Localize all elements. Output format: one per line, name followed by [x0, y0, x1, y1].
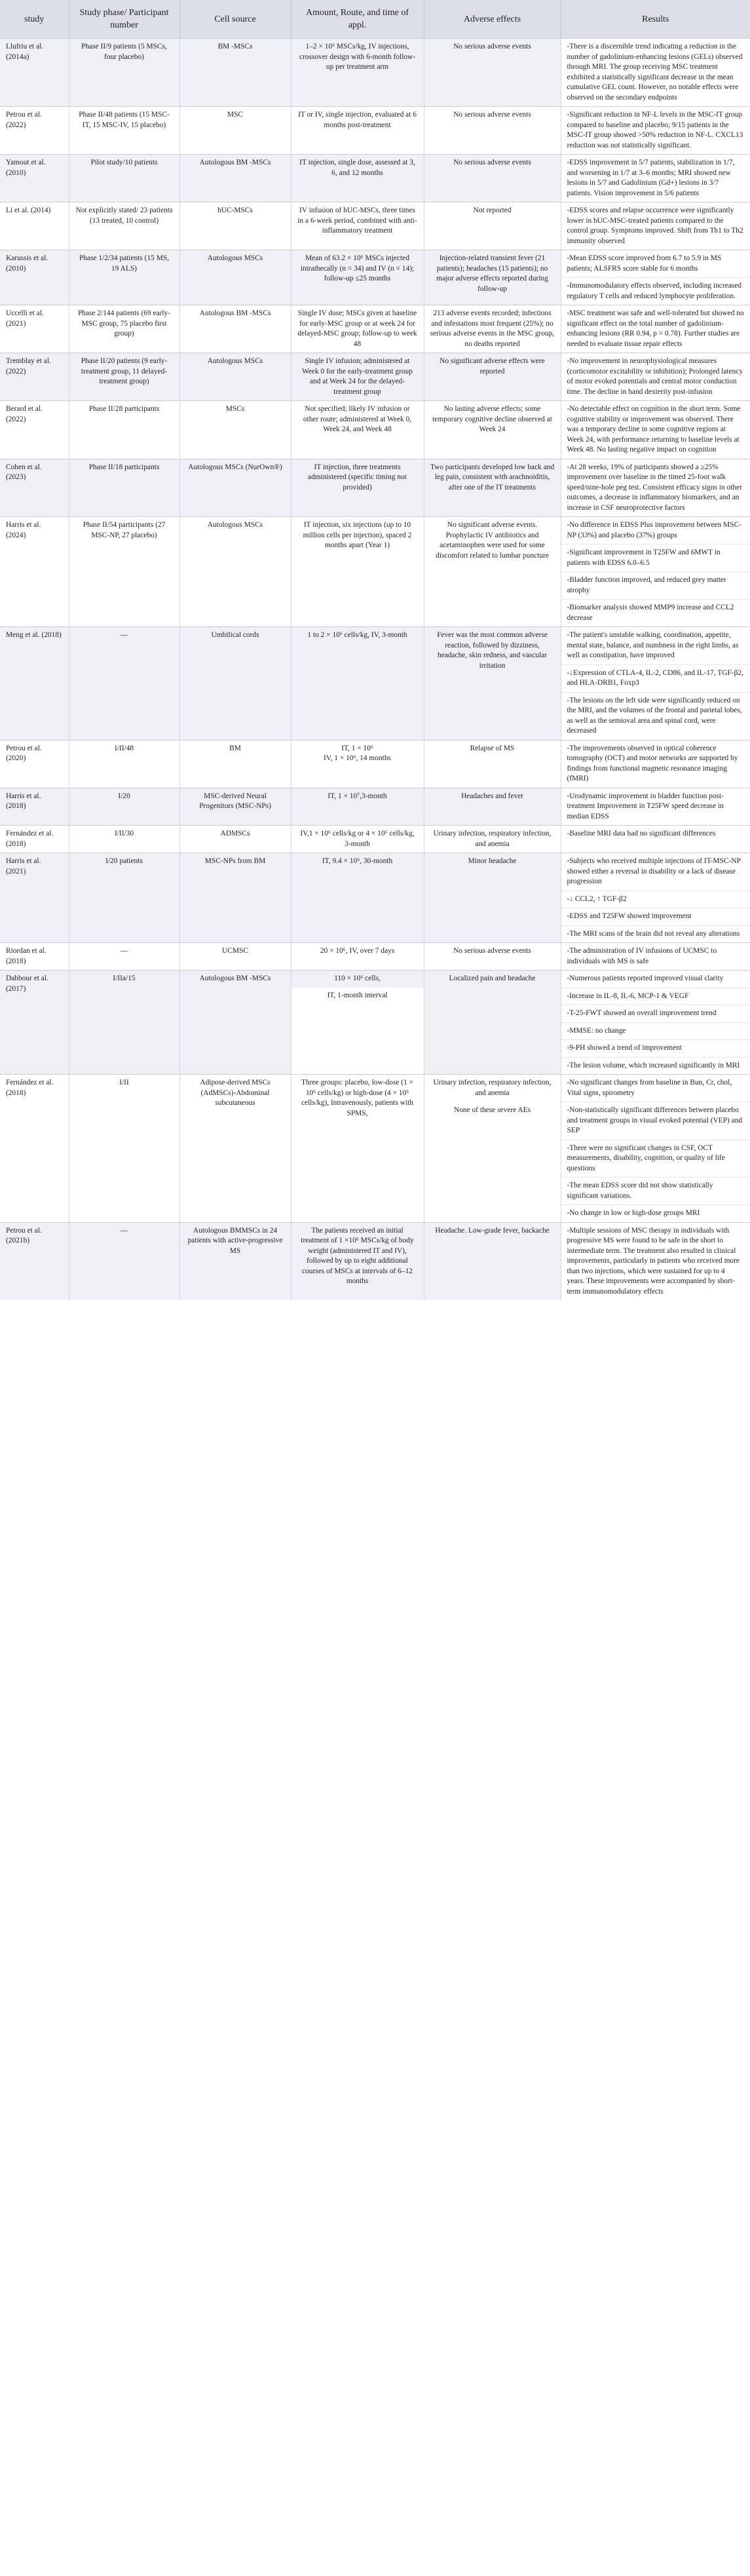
cell-adverse-effects: Localized pain and headache — [424, 971, 561, 1075]
header-amount: Amount, Route, and time of appl. — [291, 0, 424, 39]
header-phase: Study phase/ Participant number — [69, 0, 179, 39]
table-row — [0, 1222, 750, 1300]
cell-cell-source: Autologous BMMSCs in 24 patients with active-progressive MS — [179, 1222, 291, 1300]
cell-cell-source: MSC-NPs from BM — [179, 853, 291, 943]
cell-cell-source: BM -MSCs — [179, 39, 291, 107]
cell-result: -Mean EDSS score improved from 6.7 to 5.9 in MS patients; ALSFRS score stable for 6 months — [561, 250, 750, 278]
cell-cell-source: Umbilical cords — [179, 627, 291, 740]
cell-adverse-effects: No serious adverse events — [424, 155, 561, 202]
cell-result: -Increase in IL-8, IL-6, MCP-1 & VEGF — [561, 988, 750, 1005]
table-row — [0, 826, 750, 853]
cell-result: -Significant improvement in T25FW and 6MWT in patients with EDSS 6.0–6.5 — [561, 545, 750, 572]
cell-cell-source: MSCs — [179, 401, 291, 459]
cell-phase: Phase II/28 participants — [69, 401, 179, 459]
cell-amount: 20 × 10⁶, IV, over 7 days — [291, 943, 424, 971]
cell-amount: IV,1 × 10⁶ cells/kg or 4 × 10⁶ cells/kg, 3-month — [291, 826, 424, 853]
cell-cell-source: Autologous MSCs (NurOwn®) — [179, 459, 291, 517]
cell-amount: IT injection, single dose, assessed at 3, 6, and 12 months — [291, 155, 424, 202]
cell-cell-source: Autologous BM -MSCs — [179, 305, 291, 353]
table-body — [0, 39, 750, 1301]
cell-result: -Baseline MRI data had no significant differences — [561, 826, 750, 853]
table-row — [0, 39, 750, 107]
cell-phase: — — [69, 943, 179, 971]
cell-result: -T-25-FWT showed an overall improvement trend — [561, 1005, 750, 1023]
cell-phase: I/II/30 — [69, 826, 179, 853]
cell-amount: IT, 1-month interval — [291, 988, 424, 1075]
cell-adverse-effects: Relapse of MS — [424, 740, 561, 788]
cell-adverse-effects: No serious adverse events — [424, 107, 561, 155]
table-row — [0, 627, 750, 665]
cell-amount: Single IV infusion; administered at Week 0 for the early-treatment group and at Week 24 for the delayed-treatment group — [291, 353, 424, 401]
table-row — [0, 740, 750, 788]
cell-amount: IT injection, three treatments administered (specific timing not provided) — [291, 459, 424, 517]
cell-adverse-effects: No significant adverse events. Prophylactic IV antibiotics and acetaminophen were used for some discomfort related to lumbar puncture — [424, 517, 561, 627]
cell-study: Meng et al. (2018) — [0, 627, 69, 740]
header-adverse-effects: Adverse effects — [424, 0, 561, 39]
cell-adverse-effects: Injection-related transient fever (21 patients); headaches (15 patients); no major adverse effects reported during follow-up — [424, 250, 561, 305]
cell-cell-source: UCMSC — [179, 943, 291, 971]
cell-study: Petrou et al. (2020) — [0, 740, 69, 788]
cell-study: Harris et al. (2021) — [0, 853, 69, 943]
cell-amount: The patients received an initial treatment of 1 ×10⁶ MSCs/kg of body weight (administered IT and IV), followed by up to eight additional courses of MSCs at intervals of 6–12 months — [291, 1222, 424, 1300]
cell-result: -MMSE: no change — [561, 1022, 750, 1040]
header-study: study — [0, 0, 69, 39]
table-row — [0, 155, 750, 202]
table-row — [0, 353, 750, 401]
cell-adverse-effects: No lasting adverse effects; some temporary cognitive decline observed at Week 24 — [424, 401, 561, 459]
cell-amount: Not specified; likely IV infusion or other route; administered at Week 0, Week 24, and Week 48 — [291, 401, 424, 459]
cell-cell-source: Adipose-derived MSCs (AdMSCs)-Abdominal subcutaneous — [179, 1075, 291, 1223]
cell-adverse-effects: Headache. Low-grade fever, backache — [424, 1222, 561, 1300]
cell-phase: Not explicitly stated/ 23 patients (13 treated, 10 control) — [69, 202, 179, 250]
cell-phase: Pilot study/10 patients — [69, 155, 179, 202]
cell-adverse-effects: No serious adverse events — [424, 39, 561, 107]
cell-result: -No difference in EDSS Plus improvement between MSC-NP (33%) and placebo (37%) groups — [561, 517, 750, 545]
cell-cell-source: Autologous MSCs — [179, 353, 291, 401]
cell-adverse-effects: Urinary infection, respiratory infection, and anemia — [424, 826, 561, 853]
header-results: Results — [561, 0, 750, 39]
cell-amount: 1 to 2 × 10⁶ cells/kg, IV, 3-month — [291, 627, 424, 740]
cell-cell-source: ADMSCs — [179, 826, 291, 853]
cell-result: -EDSS and T25FW showed improvement — [561, 908, 750, 926]
cell-phase: Phase II/18 participants — [69, 459, 179, 517]
cell-study: Petrou et al. (2022) — [0, 107, 69, 155]
cell-study: Dahbour et al. (2017) — [0, 971, 69, 1075]
cell-result: -There were no significant changes in CSF, OCT measurements, disability, cognition, or quality of life questions — [561, 1140, 750, 1178]
cell-adverse-effects: Fever was the most common adverse reaction, followed by dizziness, headache, skin redness, and vascular irritation — [424, 627, 561, 740]
cell-phase: I/IIa/15 — [69, 971, 179, 1075]
cell-study: Uccelli et al. (2021) — [0, 305, 69, 353]
cell-result: -The administration of IV infusions of UCMSC to individuals with MS is safe — [561, 943, 750, 971]
table-row — [0, 202, 750, 250]
cell-result: -Multiple sessions of MSC therapy in individuals with progressive MS were found to be safe in the short to intermediate term. The treatment also resulted in clinical improvements, particularly in patients who received more than two injections, which were sustained for up to 4 years. These improvements were accompanied by short-term immunomodulatory effects — [561, 1222, 750, 1300]
cell-phase: I/20 — [69, 788, 179, 826]
cell-result: -Immunomodulatory effects observed, including increased regulatory T cells and reduced lymphocyte proliferation. — [561, 278, 750, 305]
cell-adverse-effects: Urinary infection, respiratory infection, and anemia — [424, 1075, 561, 1102]
cell-amount: Mean of 63.2 × 10⁶ MSCs injected intrathecally (n = 34) and IV (n = 14); follow-up ≤25 months — [291, 250, 424, 305]
table-row — [0, 107, 750, 155]
cell-result: -↓Expression of CTLA-4, IL-2, CD86, and IL-17, TGF-β2, and HLA-DRB1, Foxp3 — [561, 664, 750, 692]
cell-result: -EDSS improvement in 5/7 patients, stabilization in 1/7, and worsening in 1/7 at 3–6 months; MRI showed new lesions in 5/7 and Gadolinium (Gd+) lesions in 3/7 patients. Vision improvement in 5/6 patients — [561, 155, 750, 202]
cell-study: Karussis et al. (2010) — [0, 250, 69, 305]
cell-study: Yamout et al. (2010) — [0, 155, 69, 202]
table-row — [0, 971, 750, 988]
cell-amount: IT, 1 × 10⁶ IV, 1 × 10⁶, 14 months — [291, 740, 424, 788]
cell-result: -Non-statistically significant differences between placebo and treatment groups in visual evoked potential (VEP) and SEP — [561, 1102, 750, 1140]
cell-amount: IT or IV, single injection, evaluated at 6 months post-treatment — [291, 107, 424, 155]
table-row — [0, 1075, 750, 1102]
cell-phase: Phase 1/2/34 patients (15 MS, 19 ALS) — [69, 250, 179, 305]
cell-amount: IV infusion of hUC-MSCs, three times in a 6-week period, combined with anti-inflammatory treatment — [291, 202, 424, 250]
cell-result: -No change in low or high-dose groups MRI — [561, 1205, 750, 1223]
cell-result: -No significant changes from baseline in Bun, Cr, chol, Vital signs, spirometry — [561, 1075, 750, 1102]
table-row — [0, 459, 750, 517]
cell-study: Li et al. (2014) — [0, 202, 69, 250]
table-row — [0, 305, 750, 353]
cell-phase: I/II — [69, 1075, 179, 1223]
table-row — [0, 788, 750, 826]
cell-study: Tremblay et al. (2022) — [0, 353, 69, 401]
cell-cell-source: MSC-derived Neural Progenitors (MSC-NPs) — [179, 788, 291, 826]
cell-phase: I/20 patients — [69, 853, 179, 943]
cell-result: -The MRI scans of the brain did not reveal any alterations — [561, 925, 750, 943]
cell-adverse-effects: Two participants developed low back and leg pain, consistent with arachnoiditis, after one of the IT treatments — [424, 459, 561, 517]
header-cell-source: Cell source — [179, 0, 291, 39]
cell-study: Harris et al. (2024) — [0, 517, 69, 627]
cell-result: -There is a discernible trend indicating a reduction in the number of gadolinium-enhancing lesions (GELs) observed through MRI. The group receiving MSC treatment exhibited a statistically significant decrease in the mean cumulative GEL count. However, no notable effects were observed on the secondary endpoints — [561, 39, 750, 107]
cell-result: -No detectable effect on cognition in the short term. Some cognitive stability or improvement was observed. There was a temporary decline in some cognitive regions at Week 24, with performance returning to baseline levels at Week 48. No lasting negative impact on cognition — [561, 401, 750, 459]
cell-phase: Phase II/20 patients (9 early-treatment group, 11 delayed-treatment group) — [69, 353, 179, 401]
cell-adverse-effects: None of these severe AEs — [424, 1102, 561, 1223]
cell-phase: Phase II/48 patients (15 MSC-IT, 15 MSC-IV, 15 placebo) — [69, 107, 179, 155]
cell-result: -↓ CCL2, ↑ TGF-β2 — [561, 891, 750, 908]
cell-amount: 1–2 × 10⁶ MSCs/kg, IV injections, crossover design with 6-month follow-up per treatment arm — [291, 39, 424, 107]
cell-cell-source: Autologous BM -MSCs — [179, 155, 291, 202]
cell-cell-source: BM — [179, 740, 291, 788]
cell-amount: IT injection, six injections (up to 10 million cells per injection), spaced 2 months apart (Year 1) — [291, 517, 424, 627]
table-row — [0, 517, 750, 545]
cell-study: Llufriu et al. (2014a) — [0, 39, 69, 107]
cell-result: -The lesion volume, which increased significantly in MRI — [561, 1057, 750, 1075]
cell-result: -The mean EDSS score did not show statistically significant variations. — [561, 1178, 750, 1205]
cell-adverse-effects: No serious adverse events — [424, 943, 561, 971]
cell-study: Cohen et al. (2023) — [0, 459, 69, 517]
cell-phase: — — [69, 627, 179, 740]
cell-result: -No improvement in neurophysiological measures (corticomotor excitability or inhibition); Prolonged latency of motor evoked potentials and central motor conduction time. The decline in hand dexterity post-infusion — [561, 353, 750, 401]
cell-result: -Bladder function improved, and reduced grey matter atrophy — [561, 572, 750, 600]
cell-result: -Numerous patients reported improved visual clarity — [561, 971, 750, 988]
cell-cell-source: Autologous MSCs — [179, 250, 291, 305]
cell-phase: Phase 2/144 patients (69 early-MSC group, 75 placebo first group) — [69, 305, 179, 353]
cell-result: -Biomarker analysis showed MMP9 increase and CCL2 decrease — [561, 600, 750, 627]
cell-result: -Urodynamic improvement in bladder function post-treatment Improvement in T25FW speed decrease in median EDSS — [561, 788, 750, 826]
table-header — [0, 0, 750, 39]
cell-amount: IT, 9.4 × 10⁶, 30-month — [291, 853, 424, 943]
cell-study: Fernández et al. (2018) — [0, 826, 69, 853]
cell-cell-source: MSC — [179, 107, 291, 155]
cell-study: Fernández et al. (2018) — [0, 1075, 69, 1223]
cell-result: -At 28 weeks, 19% of participants showed a ≥25% improvement over baseline in the timed 25-foot walk speed/nine-hole peg test. Consistent efficacy signs in other outcomes, a decrease in inflammatory biomarkers, and an increase in CSF neuroprotective factors — [561, 459, 750, 517]
cell-result: -The improvements observed in optical coherence tomography (OCT) and motor networks are supported by findings from functional magnetic resonance imaging (fMRI) — [561, 740, 750, 788]
table-row — [0, 250, 750, 278]
cell-adverse-effects: No significant adverse effects were reported — [424, 353, 561, 401]
cell-result: -Significant reduction in NF-L levels in the MSC-IT group compared to baseline and placebo; 9/15 patients in the MSC-IT group showed >50% reduction in NF-L. CXCL13 reduction was not statistically significant. — [561, 107, 750, 155]
cell-adverse-effects: Headaches and fever — [424, 788, 561, 826]
cell-cell-source: Autologous MSCs — [179, 517, 291, 627]
cell-amount: Single IV dose; MSCs given at baseline for early-MSC group or at week 24 for delayed-MSC group; follow-up to week 48 — [291, 305, 424, 353]
cell-phase: Phase II/9 patients (5 MSCs, four placebo) — [69, 39, 179, 107]
cell-study: Berard et al. (2022) — [0, 401, 69, 459]
cell-cell-source: Autologous BM -MSCs — [179, 971, 291, 1075]
cell-adverse-effects: Not reported — [424, 202, 561, 250]
cell-amount: Three groups: placebo, low-dose (1 × 10⁶ cells/kg) or high-dose (4 × 10⁶ cells/kg), Intravenously, patients with SPMS, — [291, 1075, 424, 1223]
cell-phase: I/II/48 — [69, 740, 179, 788]
cell-study: Harris et al. (2018) — [0, 788, 69, 826]
cell-result: -The lesions on the left side were significantly reduced on the MRI, and the volumes of the frontal and parietal lobes, as well as the semioval area and spinal cord, were decreased — [561, 692, 750, 740]
cell-cell-source: hUC-MSCs — [179, 202, 291, 250]
cell-amount: IT, 1 × 10⁷,3-month — [291, 788, 424, 826]
cell-study: Riordan et al. (2018) — [0, 943, 69, 971]
cell-result: -MSC treatment was safe and well-tolerated but showed no significant effect on the total number of gadolinium-enhancing lesions (RR 0.94, p = 0.78). Further studies are needed to evaluate tissue repair effects — [561, 305, 750, 353]
cell-phase: — — [69, 1222, 179, 1300]
cell-result: -9-PH showed a trend of improvement — [561, 1040, 750, 1058]
cell-result: -The patient's unstable walking, coordination, appetite, mental state, balance, and numbness in the right limbs, as well as constipation, have improved — [561, 627, 750, 665]
table-row — [0, 853, 750, 891]
cell-study: Petrou et al. (2021b) — [0, 1222, 69, 1300]
cell-result: -Subjects who received multiple injections of IT-MSC-NP showed either a reversal in disability or a lack of disease progression — [561, 853, 750, 891]
cell-result: -EDSS scores and relapse occurrence were significantly lower in hUC-MSC-treated patients compared to the control group. Symptoms improved. Shift from Th1 to Th2 immunity observed — [561, 202, 750, 250]
cell-adverse-effects: 213 adverse events recorded; infections and infestations most frequent (25%); no serious adverse events in the MSC group, no deaths reported — [424, 305, 561, 353]
table-row — [0, 943, 750, 971]
cell-phase: Phase II/54 participants (27 MSC-NP, 27 placebo) — [69, 517, 179, 627]
cell-amount: 110 × 10⁶ cells, — [291, 971, 424, 988]
table-row — [0, 401, 750, 459]
cell-adverse-effects: Minor headache — [424, 853, 561, 943]
